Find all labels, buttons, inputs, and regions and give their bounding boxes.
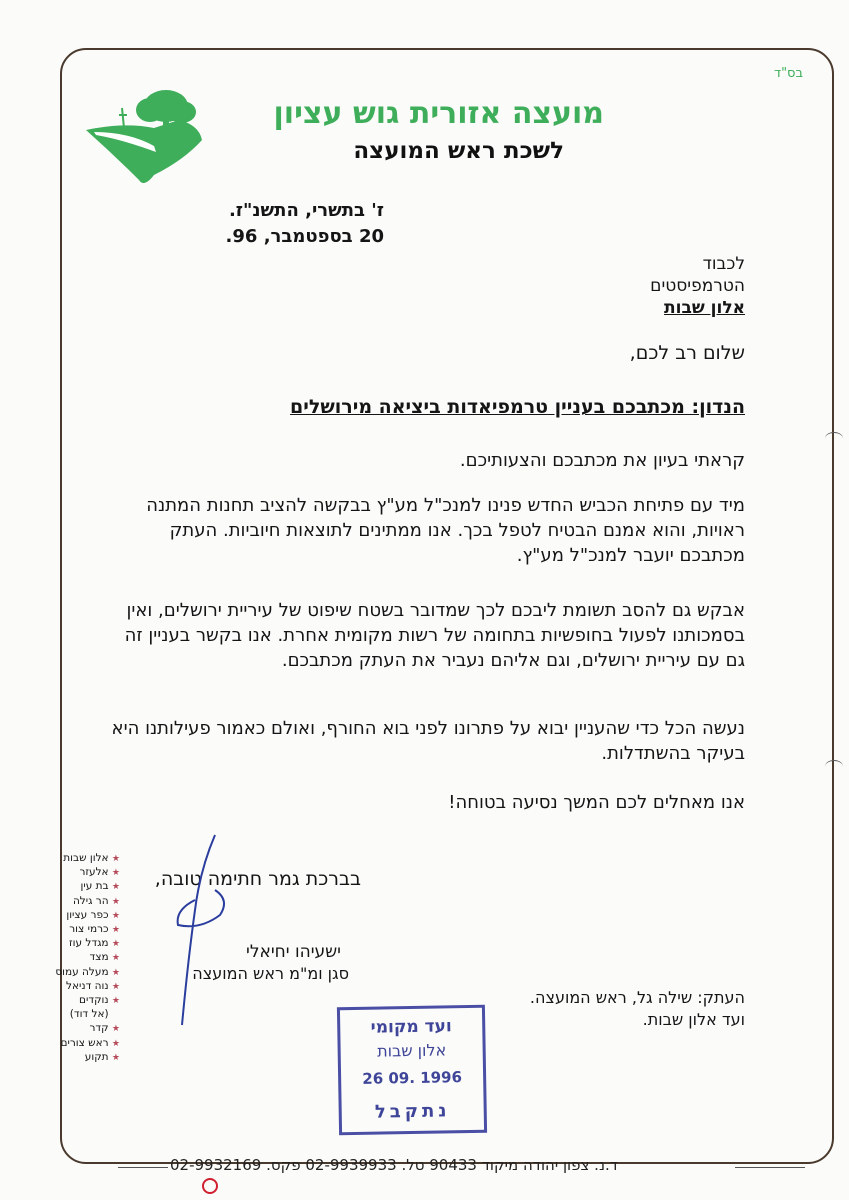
settlement-item: ★ נוקדים — [79, 994, 120, 1007]
settlement-item: ★ כפר עציון — [66, 908, 120, 921]
settlement-item: ★ כרמי צור — [69, 923, 120, 936]
signer-name: ישעיהו יחיאלי — [246, 942, 341, 962]
cc-line: ועד אלון שבות. — [642, 1010, 745, 1029]
recipient-line: לכבוד — [702, 254, 745, 274]
hebrew-date: ז' בתשרי, התשנ"ז. — [228, 200, 384, 221]
settlement-item: ★ תקוע — [84, 1050, 120, 1063]
punch-hole-mark — [825, 760, 843, 773]
received-stamp — [337, 1005, 487, 1136]
council-name: מועצה אזורית גוש עציון — [273, 96, 604, 131]
settlement-item: ★ בת עין — [80, 880, 120, 893]
settlement-item: ★ ראש צורים — [60, 1036, 120, 1049]
recipient-line: הטרמפיסטים — [650, 276, 745, 296]
settlement-item: ★ אלון שבות — [63, 852, 120, 864]
settlement-item: ★ קדר — [89, 1022, 120, 1035]
red-mark — [202, 1178, 218, 1194]
body-paragraph: נעשה הכל כדי שהעניין יבוא על פתרונו לפני בוא החורף, ואולם כאמור פעילותנו היא בעיקר בהשתדלות. — [111, 718, 745, 764]
stamp-settlement: אלון שבות — [376, 1040, 447, 1061]
settlement-item: ★ מעלה עמוס — [55, 965, 120, 978]
settlements-list — [38, 852, 120, 1065]
stamp-received: נתקבל — [374, 1100, 451, 1123]
settlement-item: ★ מגדל עוז — [69, 937, 120, 950]
body-paragraph: אנו מאחלים לכם המשך נסיעה בטוחה! — [448, 792, 745, 813]
subject-line: הנדון: מכתבכם בעניין טרמפיאדות ביציאה מירושלים — [290, 396, 745, 418]
recipient-line: אלון שבות — [664, 298, 745, 318]
footer-rule — [735, 1167, 805, 1168]
council-logo-icon — [84, 80, 214, 190]
body-paragraph: אבקש גם להסב תשומת ליבכם לכך שמדובר בשטח שיפוט של עיריית ירושלים, ואין בסמכותנו לפעול בחופשיות בתחומה של רשות מקומית אחרת. אנו בקשר בעניין זה גם עם עיריית ירושלים, וגם אליהם נעביר את העתק מכתבכם. — [124, 600, 745, 671]
cc-line: העתק: שילה גל, ראש המועצה. — [529, 988, 745, 1007]
body-paragraph: מיד עם פתיחת הכביש החדש פנינו למנכ"ל מע"ץ בבקשה להציב תחנות המתנה ראויות, והוא אמנם הבטיח לטפל בכך. אנו ממתינים לתוצאות חיוביות. העתק מכתבכם יועבר למנכ"ל מע"ץ. — [146, 495, 745, 566]
office-name: לשכת ראש המועצה — [353, 138, 564, 164]
stamp-committee: ועד מקומי — [370, 1016, 452, 1038]
signer-title: סגן ומ"מ ראש המועצה — [192, 964, 349, 983]
settlement-item: ★ הר גילה — [72, 894, 120, 907]
stamp-date: 26 09. 1996 — [362, 1068, 463, 1088]
settlement-item: (אל דוד) — [69, 1008, 109, 1021]
footer-rule — [118, 1167, 168, 1168]
greeting: שלום רב לכם, — [629, 342, 745, 364]
closing-line: בברכת גמר חתימה טובה, — [154, 868, 361, 890]
footer-contact: ד.נ. צפון יהודה מיקוד 90433 טל. 02-9939933 פקס. 02-9932169 — [170, 1156, 618, 1174]
gregorian-date: 20 בספטמבר, 96. — [225, 226, 384, 247]
bsd-mark: בס"ד — [773, 66, 803, 81]
settlement-item: ★ מצד — [89, 951, 120, 964]
settlement-item: ★ אלעזר — [79, 866, 120, 879]
body-paragraph: קראתי בעיון את מכתבכם והצעותיכם. — [459, 450, 745, 471]
settlement-item: ★ נוה דניאל — [66, 979, 120, 992]
punch-hole-mark — [825, 432, 843, 445]
handwritten-signature — [160, 830, 250, 1030]
